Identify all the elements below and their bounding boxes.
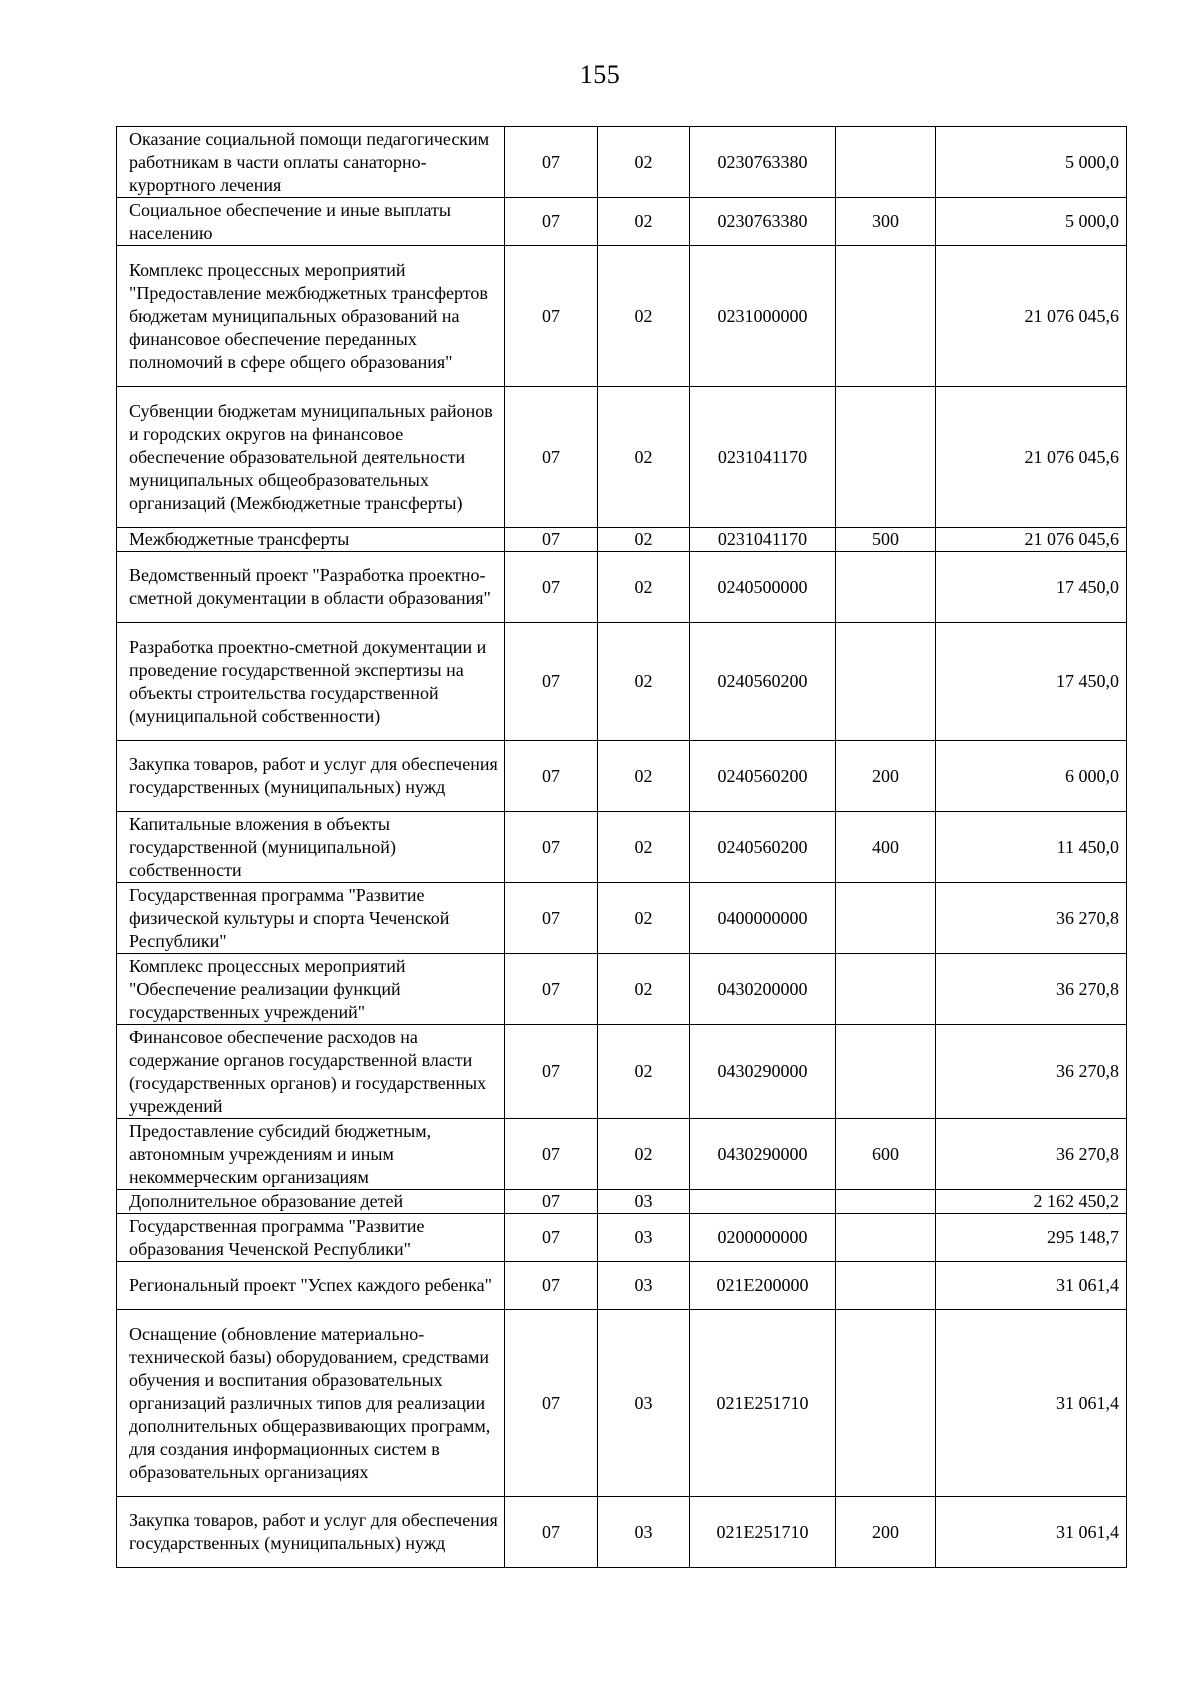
row-subsection-cell: 03 bbox=[598, 1497, 690, 1568]
row-target-article-cell: 021E251710 bbox=[690, 1310, 836, 1497]
row-section-cell: 07 bbox=[505, 812, 598, 883]
row-expense-type-cell bbox=[836, 1262, 936, 1310]
row-target-article-cell: 0240560200 bbox=[690, 812, 836, 883]
table-row bbox=[117, 883, 1127, 954]
row-section-cell: 07 bbox=[505, 954, 598, 1025]
row-amount-cell: 5 000,0 bbox=[936, 198, 1127, 246]
table-row bbox=[117, 1310, 1127, 1497]
row-subsection-cell: 02 bbox=[598, 741, 690, 812]
row-expense-type-cell bbox=[836, 246, 936, 387]
row-amount-cell: 36 270,8 bbox=[936, 1025, 1127, 1119]
row-target-article-cell: 0231041170 bbox=[690, 387, 836, 528]
row-subsection-cell: 03 bbox=[598, 1262, 690, 1310]
row-target-article-cell: 0400000000 bbox=[690, 883, 836, 954]
row-expense-type-cell bbox=[836, 623, 936, 741]
row-section-cell: 07 bbox=[505, 1025, 598, 1119]
row-expense-type-cell bbox=[836, 883, 936, 954]
row-subsection-cell: 03 bbox=[598, 1310, 690, 1497]
row-expense-type-cell bbox=[836, 1214, 936, 1262]
table-row bbox=[117, 1262, 1127, 1310]
row-section-cell: 07 bbox=[505, 198, 598, 246]
row-section-cell: 07 bbox=[505, 623, 598, 741]
row-name-cell: Межбюджетные трансферты bbox=[117, 528, 505, 552]
row-name-cell: Финансовое обеспечение расходов на содержание органов государственной власти (государственных органов) и государственных учреждений bbox=[117, 1025, 505, 1119]
table-row bbox=[117, 198, 1127, 246]
row-subsection-cell: 02 bbox=[598, 198, 690, 246]
row-expense-type-cell: 400 bbox=[836, 812, 936, 883]
row-section-cell: 07 bbox=[505, 1310, 598, 1497]
row-amount-cell: 295 148,7 bbox=[936, 1214, 1127, 1262]
row-name-cell: Разработка проектно-сметной документации и проведение государственной экспертизы на объекты строительства государственной (муниципальной собственности) bbox=[117, 623, 505, 741]
row-section-cell: 07 bbox=[505, 552, 598, 623]
row-amount-cell: 17 450,0 bbox=[936, 623, 1127, 741]
table-row bbox=[117, 1214, 1127, 1262]
row-name-cell: Комплекс процессных мероприятий "Предоставление межбюджетных трансфертов бюджетам муниципальных образований на финансовое обеспечение переданных полномочий в сфере общего образования" bbox=[117, 246, 505, 387]
row-amount-cell: 11 450,0 bbox=[936, 812, 1127, 883]
row-target-article-cell: 0231041170 bbox=[690, 528, 836, 552]
row-target-article-cell: 021E251710 bbox=[690, 1497, 836, 1568]
table-row bbox=[117, 1190, 1127, 1214]
row-section-cell: 07 bbox=[505, 1214, 598, 1262]
row-expense-type-cell bbox=[836, 954, 936, 1025]
row-amount-cell: 17 450,0 bbox=[936, 552, 1127, 623]
row-target-article-cell: 0430290000 bbox=[690, 1025, 836, 1119]
row-subsection-cell: 02 bbox=[598, 552, 690, 623]
row-name-cell: Предоставление субсидий бюджетным, автономным учреждениям и иным некоммерческим организациям bbox=[117, 1119, 505, 1190]
row-expense-type-cell bbox=[836, 127, 936, 198]
row-section-cell: 07 bbox=[505, 1119, 598, 1190]
row-name-cell: Субвенции бюджетам муниципальных районов и городских округов на финансовое обеспечение образовательной деятельности муниципальных общеобразовательных организаций (Межбюджетные трансферты) bbox=[117, 387, 505, 528]
row-section-cell: 07 bbox=[505, 127, 598, 198]
row-subsection-cell: 02 bbox=[598, 883, 690, 954]
row-subsection-cell: 02 bbox=[598, 1025, 690, 1119]
row-name-cell: Социальное обеспечение и иные выплаты населению bbox=[117, 198, 505, 246]
row-expense-type-cell bbox=[836, 552, 936, 623]
row-section-cell: 07 bbox=[505, 883, 598, 954]
row-section-cell: 07 bbox=[505, 528, 598, 552]
row-section-cell: 07 bbox=[505, 1262, 598, 1310]
row-amount-cell: 31 061,4 bbox=[936, 1310, 1127, 1497]
row-expense-type-cell bbox=[836, 1025, 936, 1119]
row-amount-cell: 2 162 450,2 bbox=[936, 1190, 1127, 1214]
row-name-cell: Комплекс процессных мероприятий "Обеспечение реализации функций государственных учреждений" bbox=[117, 954, 505, 1025]
row-expense-type-cell bbox=[836, 387, 936, 528]
row-expense-type-cell: 600 bbox=[836, 1119, 936, 1190]
row-subsection-cell: 02 bbox=[598, 127, 690, 198]
table-row bbox=[117, 812, 1127, 883]
table-row bbox=[117, 954, 1127, 1025]
row-amount-cell: 6 000,0 bbox=[936, 741, 1127, 812]
row-target-article-cell: 0430290000 bbox=[690, 1119, 836, 1190]
row-subsection-cell: 02 bbox=[598, 812, 690, 883]
row-amount-cell: 36 270,8 bbox=[936, 883, 1127, 954]
row-name-cell: Капитальные вложения в объекты государственной (муниципальной) собственности bbox=[117, 812, 505, 883]
row-amount-cell: 31 061,4 bbox=[936, 1262, 1127, 1310]
row-target-article-cell: 0430200000 bbox=[690, 954, 836, 1025]
row-expense-type-cell: 300 bbox=[836, 198, 936, 246]
row-amount-cell: 21 076 045,6 bbox=[936, 528, 1127, 552]
row-expense-type-cell: 200 bbox=[836, 1497, 936, 1568]
row-subsection-cell: 03 bbox=[598, 1214, 690, 1262]
row-target-article-cell: 0240500000 bbox=[690, 552, 836, 623]
row-target-article-cell: 0240560200 bbox=[690, 623, 836, 741]
row-amount-cell: 21 076 045,6 bbox=[936, 246, 1127, 387]
row-target-article-cell: 0230763380 bbox=[690, 198, 836, 246]
row-target-article-cell: 0230763380 bbox=[690, 127, 836, 198]
row-subsection-cell: 02 bbox=[598, 954, 690, 1025]
row-subsection-cell: 02 bbox=[598, 387, 690, 528]
row-subsection-cell: 02 bbox=[598, 528, 690, 552]
table-row bbox=[117, 552, 1127, 623]
row-section-cell: 07 bbox=[505, 741, 598, 812]
row-amount-cell: 21 076 045,6 bbox=[936, 387, 1127, 528]
row-name-cell: Оснащение (обновление материально-технической базы) оборудованием, средствами обучения и воспитания образовательных организаций различных типов для реализации дополнительных общеразвивающих программ, для создания информационных систем в образовательных организациях bbox=[117, 1310, 505, 1497]
row-section-cell: 07 bbox=[505, 1497, 598, 1568]
table-row bbox=[117, 623, 1127, 741]
table-row bbox=[117, 1025, 1127, 1119]
row-target-article-cell: 0231000000 bbox=[690, 246, 836, 387]
table-row bbox=[117, 246, 1127, 387]
table-row bbox=[117, 387, 1127, 528]
row-name-cell: Государственная программа "Развитие образования Чеченской Республики" bbox=[117, 1214, 505, 1262]
table-row bbox=[117, 528, 1127, 552]
row-expense-type-cell: 500 bbox=[836, 528, 936, 552]
row-section-cell: 07 bbox=[505, 246, 598, 387]
row-section-cell: 07 bbox=[505, 1190, 598, 1214]
row-name-cell: Дополнительное образование детей bbox=[117, 1190, 505, 1214]
row-expense-type-cell bbox=[836, 1190, 936, 1214]
row-subsection-cell: 03 bbox=[598, 1190, 690, 1214]
row-amount-cell: 31 061,4 bbox=[936, 1497, 1127, 1568]
row-target-article-cell: 0200000000 bbox=[690, 1214, 836, 1262]
table-row bbox=[117, 1119, 1127, 1190]
table-row bbox=[117, 1497, 1127, 1568]
row-name-cell: Региональный проект "Успех каждого ребенка" bbox=[117, 1262, 505, 1310]
page-number: 155 bbox=[579, 60, 621, 89]
row-target-article-cell: 021E200000 bbox=[690, 1262, 836, 1310]
row-subsection-cell: 02 bbox=[598, 246, 690, 387]
row-amount-cell: 5 000,0 bbox=[936, 127, 1127, 198]
row-subsection-cell: 02 bbox=[598, 623, 690, 741]
table-row bbox=[117, 741, 1127, 812]
row-name-cell: Закупка товаров, работ и услуг для обеспечения государственных (муниципальных) нужд bbox=[117, 1497, 505, 1568]
row-amount-cell: 36 270,8 bbox=[936, 1119, 1127, 1190]
row-name-cell: Государственная программа "Развитие физической культуры и спорта Чеченской Республики" bbox=[117, 883, 505, 954]
table-row bbox=[117, 127, 1127, 198]
row-expense-type-cell bbox=[836, 1310, 936, 1497]
row-expense-type-cell: 200 bbox=[836, 741, 936, 812]
budget-table bbox=[116, 126, 1127, 1568]
budget-table-body bbox=[117, 127, 1127, 1568]
row-name-cell: Оказание социальной помощи педагогическим работникам в части оплаты санаторно-курортного лечения bbox=[117, 127, 505, 198]
row-subsection-cell: 02 bbox=[598, 1119, 690, 1190]
row-section-cell: 07 bbox=[505, 387, 598, 528]
row-name-cell: Ведомственный проект "Разработка проектно-сметной документации в области образования" bbox=[117, 552, 505, 623]
row-amount-cell: 36 270,8 bbox=[936, 954, 1127, 1025]
row-name-cell: Закупка товаров, работ и услуг для обеспечения государственных (муниципальных) нужд bbox=[117, 741, 505, 812]
row-target-article-cell bbox=[690, 1190, 836, 1214]
row-target-article-cell: 0240560200 bbox=[690, 741, 836, 812]
